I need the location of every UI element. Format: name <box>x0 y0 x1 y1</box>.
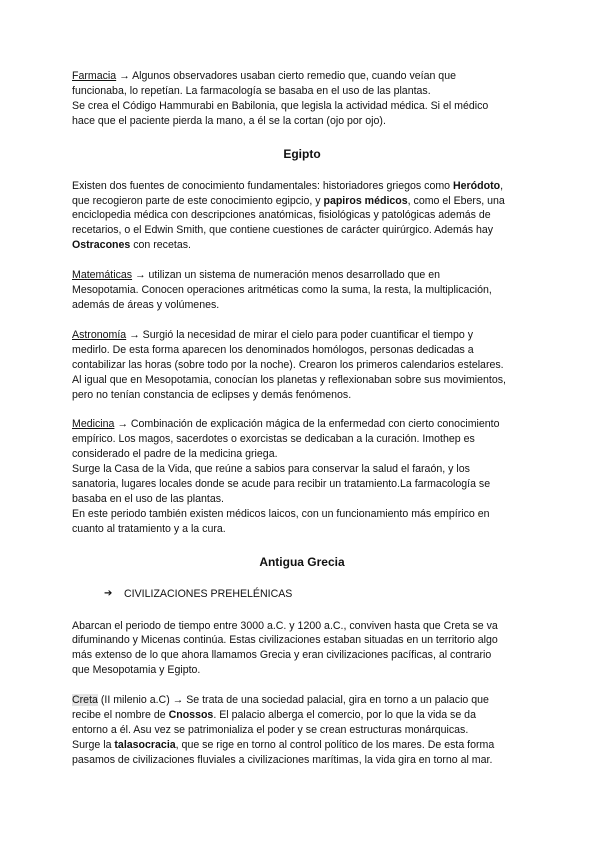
text-line <box>72 194 532 209</box>
text-line <box>72 417 532 432</box>
text-span: , como el Ebers, una <box>407 194 505 207</box>
text-line: recetarios, o el Edwin Smith, que contiene cuestiones de carácter quirúrgico. Además hay <box>72 224 494 237</box>
paragraph-medicina <box>72 417 532 536</box>
text-line: En este periodo también existen médicos laicos, con un funcionamiento más empírico en <box>72 507 490 520</box>
paragraph-farmacia <box>72 69 532 129</box>
bold-herodoto: Heródoto <box>453 179 501 192</box>
text-line: además de áreas y volúmenes. <box>72 298 220 311</box>
paragraph-astronomia <box>72 328 532 403</box>
bold-ostracones: Ostracones <box>72 239 131 252</box>
text-span: que recogieron parte de este conocimiento egipcio, y <box>72 194 324 207</box>
heading-antigua-grecia: Antigua Grecia <box>259 554 345 569</box>
arrow-bullet-icon: ➔ <box>104 587 113 599</box>
text-line <box>72 328 532 343</box>
text-line <box>72 179 532 194</box>
term-matematicas: Matemáticas <box>72 269 133 282</box>
paragraph-matematicas <box>72 268 532 313</box>
text-line: difuminando y Micenas continúa. Estas civilizaciones estaban situadas en un territorio algo <box>72 634 498 647</box>
text-line: más extenso de lo que ahora llamamos Grecia y eran civilizaciones pacíficas, al contrario <box>72 649 492 662</box>
term-creta: Creta <box>72 694 98 707</box>
term-farmacia: Farmacia <box>72 70 117 82</box>
text-span: → utilizan un sistema de numeración menos desarrollado que en <box>132 269 441 282</box>
text-span: , que se rige en torno al control político de los mares. De esta forma <box>175 738 495 751</box>
text-line: funcionaba, lo repetían. La farmacología se basaba en el uso de las plantas. <box>72 84 431 97</box>
bold-papiros: papiros médicos <box>323 194 408 207</box>
text-line <box>72 693 532 708</box>
text-line: Surge la Casa de la Vida, que reúne a sabios para conservar la salud el faraón, y los <box>72 463 470 476</box>
text-line: Al igual que en Mesopotamia, conocían los planetas y reflexionaban sobre sus movimientos, <box>72 373 507 386</box>
text-line: hace que el paciente pierda la mano, a él se la cortan (ojo por ojo). <box>72 114 386 127</box>
text-span: Algunos observadores usaban cierto remedio que, cuando veían que <box>132 70 456 82</box>
text-span: → Combinación de explicación mágica de la enfermedad con cierto conocimiento <box>114 418 500 431</box>
arrow: → <box>116 70 133 82</box>
text-line: sanatoria, lugares locales donde se acude para recibir un tratamiento.La farmacología se <box>72 478 491 491</box>
text-line <box>72 69 532 84</box>
document-page <box>72 69 532 768</box>
text-span: recibe el nombre de <box>72 709 169 722</box>
bullet-item-civilizaciones <box>104 587 532 602</box>
text-line: pero no tenían constancia de eclipses y demás fenómenos. <box>72 388 352 401</box>
text-line: que Mesopotamia y Egipto. <box>72 664 201 677</box>
paragraph-grecia-intro <box>72 619 532 679</box>
text-line: Mesopotamia. Conocen operaciones aritméticas como la suma, la resta, la multiplicación, <box>72 284 492 297</box>
text-span: , <box>500 179 504 192</box>
bold-talasocracia: talasocracia <box>114 738 176 751</box>
text-line: empírico. Los magos, sacerdotes o exorcistas se dedicaban a la curación. Imothep es <box>72 433 475 446</box>
text-span: (II milenio a.C) → Se trata de una sociedad palacial, gira en torno a un palacio que <box>97 694 489 707</box>
bullet-text: CIVILIZACIONES PREHELÉNICAS <box>124 587 293 600</box>
term-medicina: Medicina <box>72 418 115 431</box>
text-line: entorno a él. Asu vez se patrimonializa el poder y se crean estructuras monárquicas. <box>72 724 469 736</box>
text-line <box>72 738 532 753</box>
term-astronomia: Astronomía <box>72 328 127 341</box>
text-line: contabilizar las horas (sobre todo por la noche). Crearon los primeros calendarios estelares. <box>72 358 504 371</box>
text-span: Existen dos fuentes de conocimiento fundamentales: historiadores griegos como <box>72 179 454 192</box>
text-line: considerado el padre de la medicina griega. <box>72 448 278 461</box>
text-line <box>72 268 532 283</box>
text-line: Se crea el Código Hammurabi en Babilonia, que legisla la actividad médica. Si el médico <box>72 99 489 112</box>
text-line: cuanto al tratamiento y a la cura. <box>72 522 226 535</box>
paragraph-egipto-intro <box>72 179 532 254</box>
text-line: pasamos de civilizaciones fluviales a civilizaciones marítimas, la vida gira en torno al mar. <box>72 753 493 766</box>
text-line: medirlo. De esta forma aparecen los denominados homólogos, personas dedicadas a <box>72 343 474 356</box>
heading-egipto: Egipto <box>283 146 321 161</box>
text-line <box>72 238 532 253</box>
text-span: → Surgió la necesidad de mirar el cielo para poder cuantificar el tiempo y <box>126 328 473 341</box>
text-line <box>72 708 532 723</box>
bold-cnossos: Cnossos <box>168 709 214 722</box>
text-span: con recetas. <box>130 239 191 252</box>
text-span: Surge la <box>72 738 115 751</box>
text-line: basaba en el uso de las plantas. <box>72 492 224 505</box>
paragraph-creta <box>72 693 532 768</box>
text-span: . El palacio alberga el comercio, por lo que la vida se da <box>213 709 476 722</box>
text-line: enciclopedia médica con descripciones anatómicas, fisiológicas y patológicas además de <box>72 209 491 222</box>
text-line: Abarcan el periodo de tiempo entre 3000 a.C. y 1200 a.C., conviven hasta que Creta se va <box>72 619 498 632</box>
